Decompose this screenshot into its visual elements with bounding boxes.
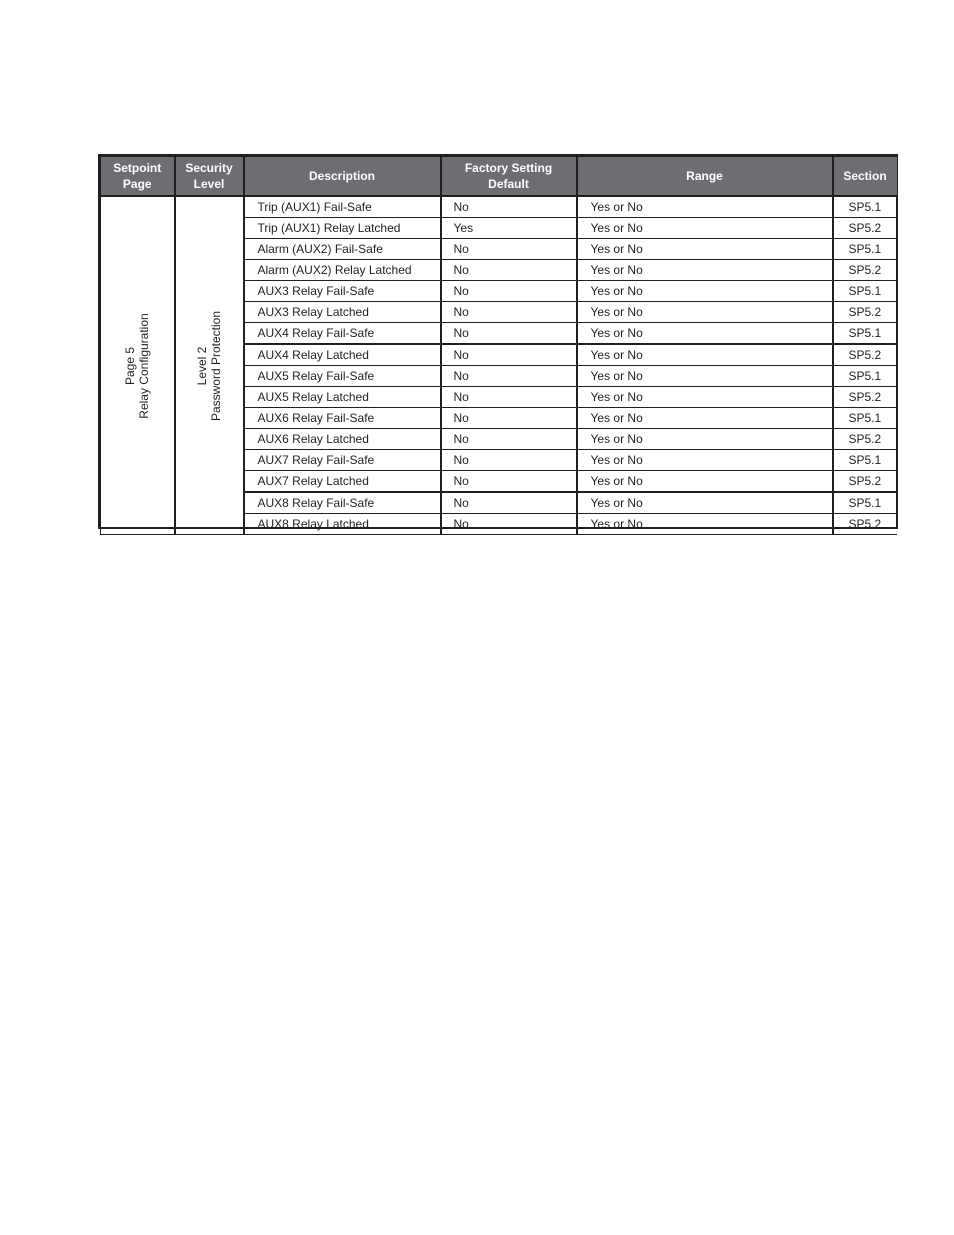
default-cell: No bbox=[441, 239, 577, 260]
range-cell: Yes or No bbox=[577, 450, 833, 471]
section-cell: SP5.1 bbox=[833, 239, 897, 260]
description-cell: AUX5 Relay Fail-Safe bbox=[244, 366, 441, 387]
range-cell: Yes or No bbox=[577, 514, 833, 535]
description-cell: AUX5 Relay Latched bbox=[244, 387, 441, 408]
range-cell: Yes or No bbox=[577, 492, 833, 514]
header-factory-default-line2: Default bbox=[488, 177, 529, 191]
description-cell: AUX6 Relay Latched bbox=[244, 429, 441, 450]
range-cell: Yes or No bbox=[577, 344, 833, 366]
range-cell: Yes or No bbox=[577, 239, 833, 260]
header-description: Description bbox=[244, 157, 441, 197]
setpoint-page-cell bbox=[101, 196, 175, 535]
header-security-level-line2: Level bbox=[193, 177, 225, 191]
header-security-level bbox=[175, 157, 244, 197]
range-cell: Yes or No bbox=[577, 218, 833, 239]
header-setpoint-page-line2: Page bbox=[122, 177, 152, 191]
description-cell: AUX6 Relay Fail-Safe bbox=[244, 408, 441, 429]
section-cell: SP5.2 bbox=[833, 260, 897, 281]
header-factory-default-line1: Factory Setting bbox=[464, 161, 553, 175]
description-cell: Trip (AUX1) Fail-Safe bbox=[244, 196, 441, 218]
default-cell: No bbox=[441, 450, 577, 471]
default-cell: No bbox=[441, 492, 577, 514]
default-cell: No bbox=[441, 344, 577, 366]
setpoint-page-line1: Page 5 bbox=[123, 346, 138, 385]
section-cell: SP5.2 bbox=[833, 429, 897, 450]
setpoint-page-line2: Relay Configuration bbox=[137, 312, 152, 419]
range-cell: Yes or No bbox=[577, 196, 833, 218]
range-cell: Yes or No bbox=[577, 429, 833, 450]
range-cell: Yes or No bbox=[577, 323, 833, 345]
description-cell: Alarm (AUX2) Relay Latched bbox=[244, 260, 441, 281]
section-cell: SP5.2 bbox=[833, 218, 897, 239]
section-cell: SP5.1 bbox=[833, 366, 897, 387]
default-cell: No bbox=[441, 429, 577, 450]
description-cell: AUX3 Relay Fail-Safe bbox=[244, 281, 441, 302]
section-cell: SP5.2 bbox=[833, 471, 897, 493]
default-cell: No bbox=[441, 387, 577, 408]
default-cell: No bbox=[441, 366, 577, 387]
default-cell: No bbox=[441, 260, 577, 281]
security-level-label bbox=[195, 310, 223, 420]
relay-configuration-table bbox=[100, 156, 897, 535]
default-cell: No bbox=[441, 281, 577, 302]
description-cell: Alarm (AUX2) Fail-Safe bbox=[244, 239, 441, 260]
range-cell: Yes or No bbox=[577, 366, 833, 387]
description-cell: AUX8 Relay Fail-Safe bbox=[244, 492, 441, 514]
header-section: Section bbox=[833, 157, 897, 197]
setpoint-table bbox=[98, 154, 898, 529]
default-cell: No bbox=[441, 514, 577, 535]
section-cell: SP5.1 bbox=[833, 450, 897, 471]
section-cell: SP5.1 bbox=[833, 408, 897, 429]
security-level-line1: Level 2 bbox=[195, 346, 209, 385]
description-cell: AUX4 Relay Latched bbox=[244, 344, 441, 366]
description-cell: AUX4 Relay Fail-Safe bbox=[244, 323, 441, 345]
default-cell: No bbox=[441, 471, 577, 493]
range-cell: Yes or No bbox=[577, 408, 833, 429]
security-level-line2: Password Protection bbox=[209, 310, 223, 421]
header-security-level-line1: Security bbox=[185, 161, 233, 175]
range-cell: Yes or No bbox=[577, 302, 833, 323]
description-cell: AUX7 Relay Fail-Safe bbox=[244, 450, 441, 471]
setpoint-page-label bbox=[123, 313, 151, 418]
header-range: Range bbox=[577, 157, 833, 197]
section-cell: SP5.2 bbox=[833, 302, 897, 323]
range-cell: Yes or No bbox=[577, 387, 833, 408]
range-cell: Yes or No bbox=[577, 471, 833, 493]
description-cell: AUX7 Relay Latched bbox=[244, 471, 441, 493]
security-level-cell bbox=[175, 196, 244, 535]
default-cell: No bbox=[441, 196, 577, 218]
section-cell: SP5.1 bbox=[833, 196, 897, 218]
description-cell: AUX3 Relay Latched bbox=[244, 302, 441, 323]
description-cell: AUX8 Relay Latched bbox=[244, 514, 441, 535]
description-cell: Trip (AUX1) Relay Latched bbox=[244, 218, 441, 239]
range-cell: Yes or No bbox=[577, 260, 833, 281]
section-cell: SP5.1 bbox=[833, 281, 897, 302]
section-cell: SP5.2 bbox=[833, 514, 897, 535]
header-factory-default bbox=[441, 157, 577, 197]
section-cell: SP5.2 bbox=[833, 344, 897, 366]
default-cell: Yes bbox=[441, 218, 577, 239]
header-row bbox=[101, 157, 897, 197]
default-cell: No bbox=[441, 302, 577, 323]
section-cell: SP5.1 bbox=[833, 492, 897, 514]
table-row bbox=[101, 196, 897, 218]
section-cell: SP5.1 bbox=[833, 323, 897, 345]
header-setpoint-page-line1: Setpoint bbox=[113, 161, 162, 175]
header-setpoint-page bbox=[101, 157, 175, 197]
default-cell: No bbox=[441, 408, 577, 429]
default-cell: No bbox=[441, 323, 577, 345]
section-cell: SP5.2 bbox=[833, 387, 897, 408]
range-cell: Yes or No bbox=[577, 281, 833, 302]
